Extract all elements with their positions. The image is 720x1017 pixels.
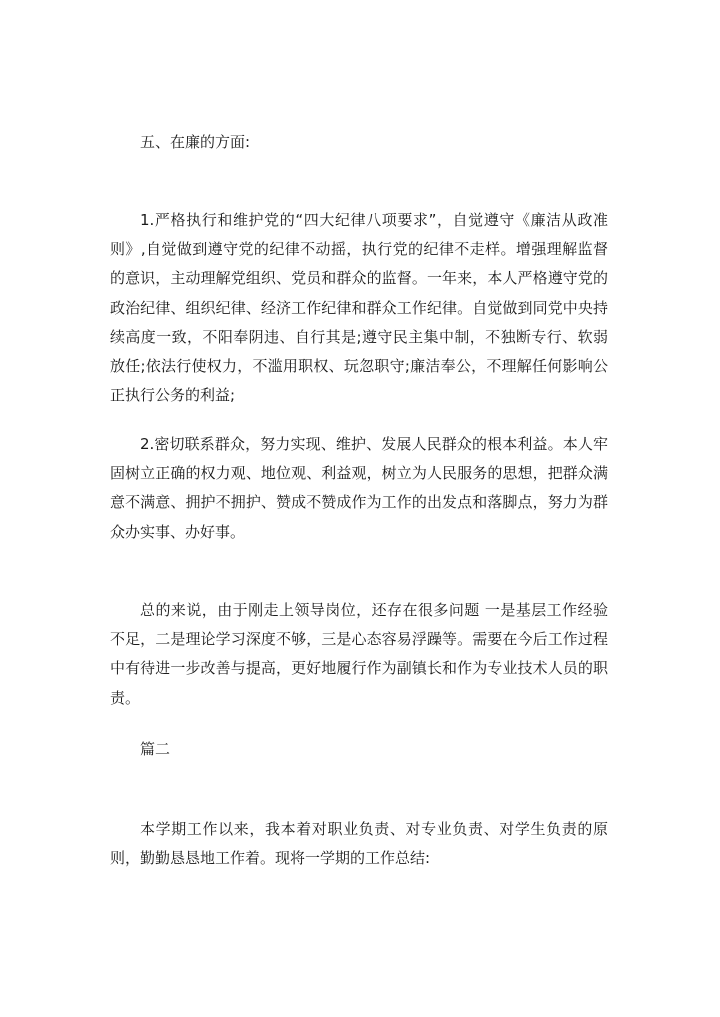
paragraph-1: 1.严格执行和维护党的“四大纪律八项要求”，自觉遵守《廉洁从政准则》,自觉做到遵守党的纪律不动摇，执行党的纪律不走样。增强理解监督的意识，主动理解党组织、党员和群众的监督。一年来，本人严格遵守党的政治纪律、组织纪律、经济工作纪律和群众工作纪律。自觉做到同党中央持续高度一致，不阳奉阴违、自行其是;遵守民主集中制，不独断专行、软弱放任;依法行使权力，不滥用职权、玩忽职守;廉洁奉公，不理解任何影响公正执行公务的利益;	[110, 211, 608, 405]
part-heading-2: 篇二	[140, 740, 171, 758]
section-heading-5: 五、在廉的方面:	[140, 133, 251, 151]
paragraph-2: 2.密切联系群众，努力实现、维护、发展人民群众的根本利益。本人牢固树立正确的权力观、地位观、利益观，树立为人民服务的思想，把群众满意不满意、拥护不拥护、赞成不赞成作为工作的出发点和落脚点，努力为群众办实事、办好事。	[110, 435, 608, 541]
paragraph-summary: 总的来说，由于刚走上领导岗位，还存在很多问题 一是基层工作经验不足，二是理论学习深度不够，三是心态容易浮躁等。需要在今后工作过程中有待进一步改善与提高，更好地履行作为副镇长和作为专业技术人员的职责。	[110, 601, 608, 707]
paragraph-part2-intro: 本学期工作以来，我本着对职业负责、对专业负责、对学生负责的原则，勤勤恳恳地工作着。现将一学期的工作总结:	[110, 820, 608, 868]
